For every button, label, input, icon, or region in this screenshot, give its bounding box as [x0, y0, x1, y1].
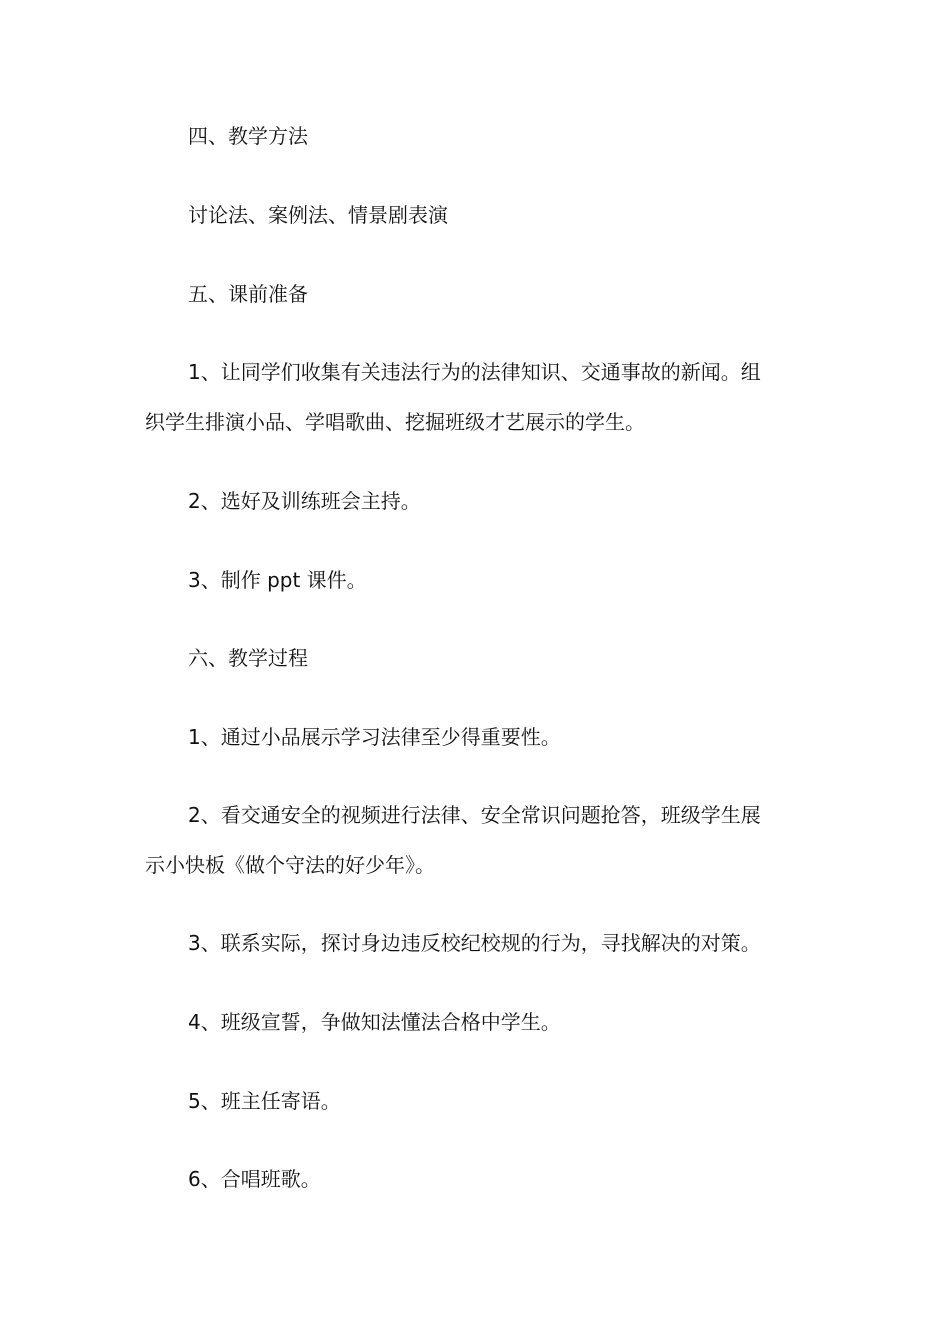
- process-item-4: 4、班级宣誓，争做知法懂法合格中学生。: [188, 1010, 561, 1034]
- prep-heading: 五、课前准备: [188, 282, 308, 306]
- process-item-2-line-1: 2、看交通安全的视频进行法律、安全常识问题抢答，班级学生展: [188, 803, 761, 827]
- process-heading: 六、教学过程: [188, 646, 308, 670]
- methods-text: 讨论法、案例法、情景剧表演: [188, 203, 448, 227]
- process-item-5: 5、班主任寄语。: [188, 1089, 341, 1113]
- prep-item-2: 2、选好及训练班会主持。: [188, 489, 421, 513]
- methods-heading: 四、教学方法: [188, 124, 308, 148]
- process-item-6: 6、合唱班歌。: [188, 1167, 321, 1191]
- process-item-2-line-2: 示小快板《做个守法的好少年》。: [145, 853, 435, 877]
- process-item-3: 3、联系实际，探讨身边违反校纪校规的行为，寻找解决的对策。: [188, 931, 761, 955]
- prep-item-1-line-1: 1、让同学们收集有关违法行为的法律知识、交通事故的新闻。组: [188, 360, 761, 384]
- process-item-1: 1、通过小品展示学习法律至少得重要性。: [188, 725, 561, 749]
- prep-item-1-line-2: 织学生排演小品、学唱歌曲、挖掘班级才艺展示的学生。: [145, 410, 645, 434]
- prep-item-3: 3、制作 ppt 课件。: [188, 568, 367, 592]
